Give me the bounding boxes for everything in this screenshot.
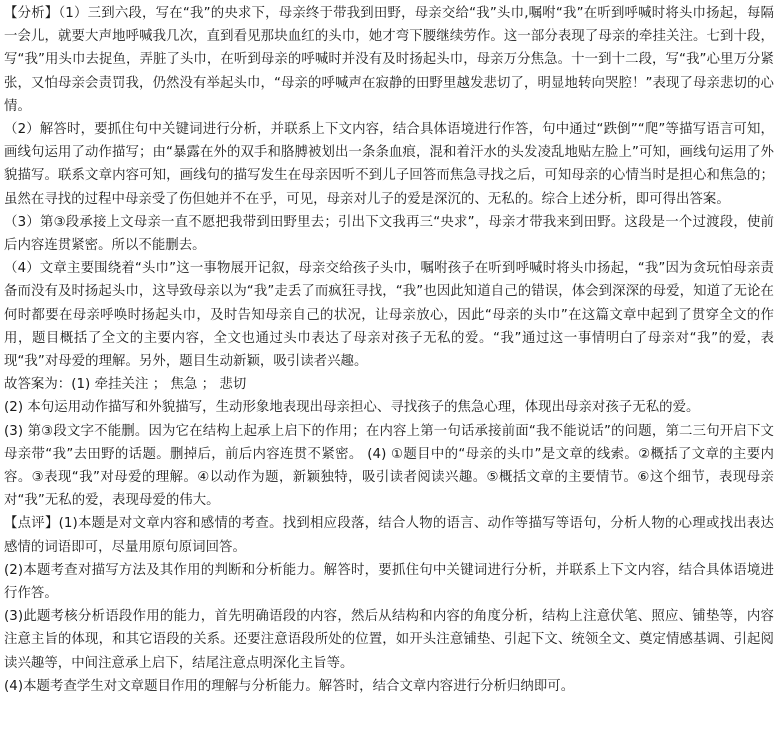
answer-paragraph-3: (3) 第③段文字不能删。因为它在结构上起承上启下的作用；在内容上第一句话承接前面“我不能说话”的问题，第二三句开启下文母亲带“我”去田野的话题。删掉后，前后内容连贯不紧密。 (4) ①题目中的“母亲的头巾”是文章的线索。②概括了文章的主要内容。③表现“我”对母爱的理解。④以动作为题，新颖独特，吸引读者阅读兴趣。⑤概括文章的主要情节。⑥这个细节，表现母亲对“我”无私的爱，表现母爱的伟大。: [4, 423, 774, 509]
analysis-paragraph-2: （2）解答时，要抓住句中关键词进行分析，并联系上下文内容，结合具体语境进行作答，句中通过“跌倒”“爬”等描写语言可知，画线句运用了动作描写；由“暴露在外的双手和胳膊被划出一条条血痕，混和着汗水的头发凌乱地贴左脸上”可知，画线句运用了外貌描写。联系文章内容可知，画线句的描写发生在母亲因听不到儿子回答而焦急寻找之后，可知母亲的心情当时是担心和焦急的；虽然在寻找的过程中母亲受了伤但她并不在乎，可见，母亲对儿子的爱是深沉的、无私的。综合上述分析，即可得出答案。: [4, 122, 774, 207]
analysis-paragraph-4: （4）文章主要围绕着“头巾”这一事物展开记叙，母亲交给孩子头巾，嘱咐孩子在听到呼喊时将头巾扬起，“我”因为贪玩怕母亲责备而没有及时扬起头巾，这导致母亲以为“我”走丢了而疯狂寻找，“我”也因此知道自己的错误，体会到深深的母爱，知道了无论在何时都要在母亲呼唤时扬起头巾，及时告知母亲自己的状况，让母亲放心，因此“母亲的头巾”在这篇文章中起到了贯穿全文的作用，题目概括了全文的主要内容，全文也通过头巾表达了母亲对孩子无私的爱。“我”通过这一事情明白了母亲对“我”的爱，表现“我”对母爱的理解。另外，题目生动新颖，吸引读者兴趣。: [4, 261, 774, 370]
answer-paragraph-2: (2) 本句运用动作描写和外貌描写，生动形象地表现出母亲担心、寻找孩子的焦急心理，体现出母亲对孩子无私的爱。: [4, 400, 700, 416]
comment-paragraph-3: (3)此题考核分析语段作用的能力，首先明确语段的内容，然后从结构和内容的角度分析，结构上注意伏笔、照应、铺垫等，内容注意主旨的体现，和其它语段的关系。还要注意语段所处的位置，如开头注意铺垫、引起下文、统领全文、奠定情感基调、引起阅读兴趣等，中间注意承上启下，结尾注意点明深化主旨等。: [4, 609, 774, 671]
comment-paragraph-4: (4)本题考查学生对文章题目作用的理解与分析能力。解答时，结合文章内容进行分析归纳即可。: [4, 678, 575, 694]
analysis-paragraph-3: （3）第③段承接上文母亲一直不愿把我带到田野里去；引出下文我再三“央求”，母亲才带我来到田野。这段是一个过渡段，使前后内容连贯紧密。所以不能删去。: [4, 214, 774, 254]
comment-paragraph-1: 【点评】(1)本题是对文章内容和感情的考查。找到相应段落，结合人物的语言、动作等描写等语句，分析人物的心理或找出表达感情的词语即可，尽量用原句原词回答。: [4, 516, 774, 555]
comment-paragraph-2: (2)本题考查对描写方法及其作用的判断和分析能力。解答时，要抓住句中关键词进行分析，并联系上下文内容，结合具体语境进行作答。: [4, 562, 774, 602]
analysis-paragraph-1: 【分析】（1）三到六段，写在“我”的央求下，母亲终于带我到田野，母亲交给“我”头巾,嘱咐“我”在听到呼喊时将头巾扬起，每隔一会儿，就要大声地呼喊我几次，直到看见那块血红的头巾，她才弯下腰继续劳作。这一部分表现了母亲的牵挂关注。七到十段，写“我”用头巾去捉鱼，弄脏了头巾，在听到母亲的呼喊时并没有及时扬起头巾，母亲万分焦急。十一到十二段，写“我”心里万分紧张，又怕母亲会责罚我，仍然没有举起头巾，“母亲的呼喊声在寂静的田野里越发悲切了，明显地转向哭腔！”表现了母亲悲切的心情。: [4, 6, 774, 114]
answer-paragraph-1: 故答案为：(1) 牵挂关注 ； 焦急 ； 悲切: [4, 377, 247, 393]
